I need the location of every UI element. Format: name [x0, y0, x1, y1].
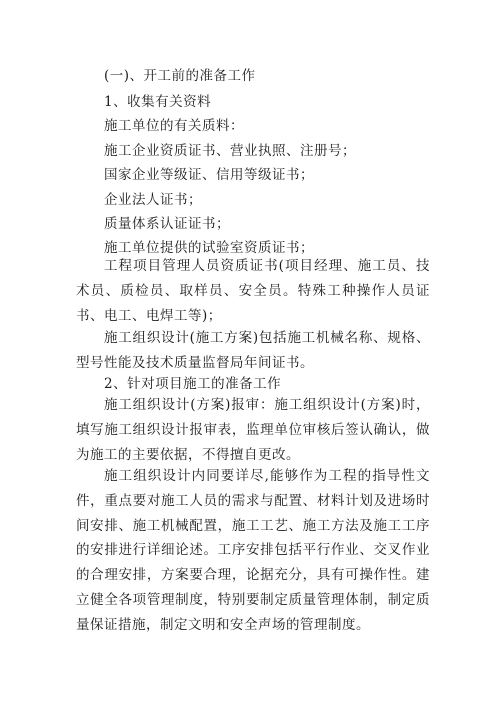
- paragraph-personnel-certificates: 工程项目管理人员资质证书(项目经理、施工员、技术员、质检员、取样员、安全员。特殊工种操作人员证书、电工、电焊工等)；: [76, 258, 430, 324]
- paragraph-plan-review: 施工组织设计(方案)报审：施工组织设计(方案)时，填写施工组织设计报审表，监理单位审核后签认确认，做为施工的主要依据，不得擅自更改。: [76, 397, 430, 463]
- subheading-project-prep: 2、针对项目施工的准备工作: [104, 376, 282, 392]
- subheading-collect-materials: 1、收集有关资料: [104, 94, 212, 110]
- text-line: 质量体系认证证书；: [104, 216, 230, 232]
- paragraph-construction-plan: 施工组织设计(施工方案)包括施工机械名称、规格、型号性能及技术质量监督局年间证书。: [76, 330, 430, 371]
- text-line: 企业法人证书；: [104, 192, 202, 208]
- text-line: 施工单位的有关质料：: [104, 118, 244, 134]
- section-heading-prep: (一)、开工前的准备工作: [104, 68, 256, 84]
- text-line: 施工企业资质证书、营业执照、注册号；: [104, 143, 356, 159]
- paragraph-plan-details: 施工组织设计内同要详尽,能够作为工程的指导性文件，重点要对施工人员的需求与配置、材料计划及进场时间安排、施工机械配置，施工工艺、施工方法及施工工序的安排进行详细论述。工序安排包括平行作业、交叉作业的合理安排，方案要合理，论据充分，具有可操作性。建立健全各项管理制度，特别要制定质量管理体制，制定质量保证措施，制定文明和安全声场的管理制度。: [76, 468, 430, 633]
- text-line: 国家企业等级证、信用等级证书；: [104, 167, 314, 183]
- text-line: 施工单位提供的试验室资质证书；: [104, 240, 314, 256]
